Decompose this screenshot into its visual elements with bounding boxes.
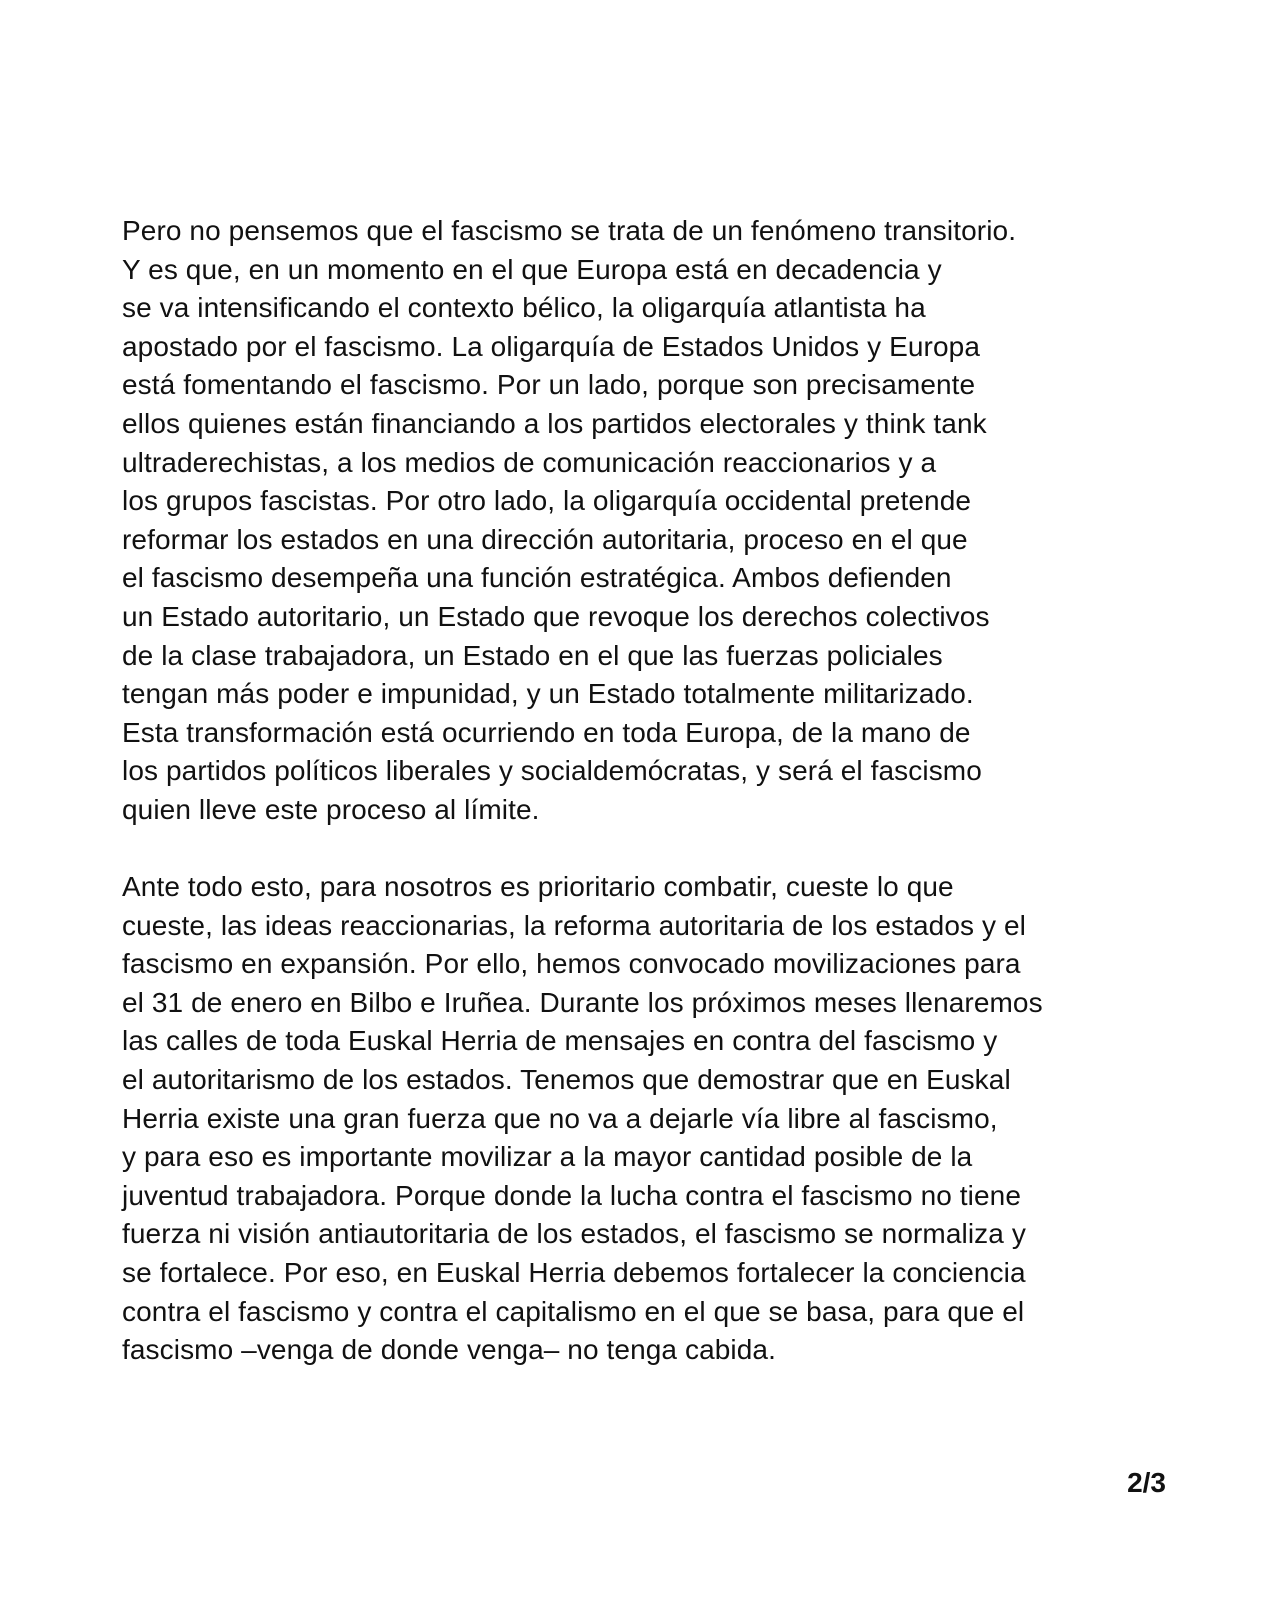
text-line: Herria existe una gran fuerza que no va a dejarle vía libre al fascismo, <box>122 1102 998 1134</box>
text-line: se va intensificando el contexto bélico, la oligarquía atlantista ha <box>122 292 926 324</box>
page-number: 2/3 <box>1127 1467 1166 1498</box>
text-line: Pero no pensemos que el fascismo se trata de un fenómeno transitorio. <box>122 215 1017 246</box>
text-line: fascismo –venga de donde venga– no tenga cabida. <box>122 1334 776 1366</box>
text-line: los grupos fascistas. Por otro lado, la oligarquía occidental pretende <box>122 485 972 517</box>
text-line: quien lleve este proceso al límite. <box>122 793 540 825</box>
text-line: contra el fascismo y contra el capitalismo en el que se basa, para que el <box>122 1295 1025 1327</box>
text-line: un Estado autoritario, un Estado que revoque los derechos colectivos <box>122 600 990 632</box>
text-line: se fortalece. Por eso, en Euskal Herria debemos fortalecer la conciencia <box>122 1257 1026 1289</box>
text-line: apostado por el fascismo. La oligarquía de Estados Unidos y Europa <box>122 330 981 362</box>
text-line: tengan más poder e impunidad, y un Estado totalmente militarizado. <box>122 678 974 710</box>
text-line: fascismo en expansión. Por ello, hemos convocado movilizaciones para <box>122 948 1021 980</box>
text-line: ellos quienes están financiando a los partidos electorales y think tank <box>122 407 987 439</box>
paragraph <box>122 212 1182 830</box>
text-line: el fascismo desempeña una función estratégica. Ambos defienden <box>122 562 952 594</box>
text-line: Y es que, en un momento en el que Europa está en decadencia y <box>122 253 942 285</box>
text-line: Esta transformación está ocurriendo en toda Europa, de la mano de <box>122 716 971 748</box>
text-line: los partidos políticos liberales y socialdemócratas, y será el fascismo <box>122 755 982 787</box>
text-line: cueste, las ideas reaccionarias, la reforma autoritaria de los estados y el <box>122 909 1026 941</box>
paragraph-gap <box>122 830 1182 869</box>
text-line: juventud trabajadora. Porque donde la lucha contra el fascismo no tiene <box>122 1179 1022 1211</box>
text-line: fuerza ni visión antiautoritaria de los estados, el fascismo se normaliza y <box>122 1218 1026 1250</box>
text-line: reformar los estados en una dirección autoritaria, proceso en el que <box>122 523 968 555</box>
text-line: el autoritarismo de los estados. Tenemos que demostrar que en Euskal <box>122 1064 1011 1096</box>
text-line: las calles de toda Euskal Herria de mensajes en contra del fascismo y <box>122 1025 998 1057</box>
text-line: el 31 de enero en Bilbo e Iruñea. Durante los próximos meses llenaremos <box>122 986 1043 1018</box>
text-line: ultraderechistas, a los medios de comunicación reaccionarios y a <box>122 446 937 478</box>
paragraph <box>122 868 1182 1370</box>
text-line: y para eso es importante movilizar a la mayor cantidad posible de la <box>122 1141 973 1173</box>
text-line: Ante todo esto, para nosotros es prioritario combatir, cueste lo que <box>122 871 954 903</box>
text-line: de la clase trabajadora, un Estado en el que las fuerzas policiales <box>122 639 943 671</box>
body-text <box>122 212 1182 1370</box>
text-line: está fomentando el fascismo. Por un lado, porque son precisamente <box>122 369 976 401</box>
